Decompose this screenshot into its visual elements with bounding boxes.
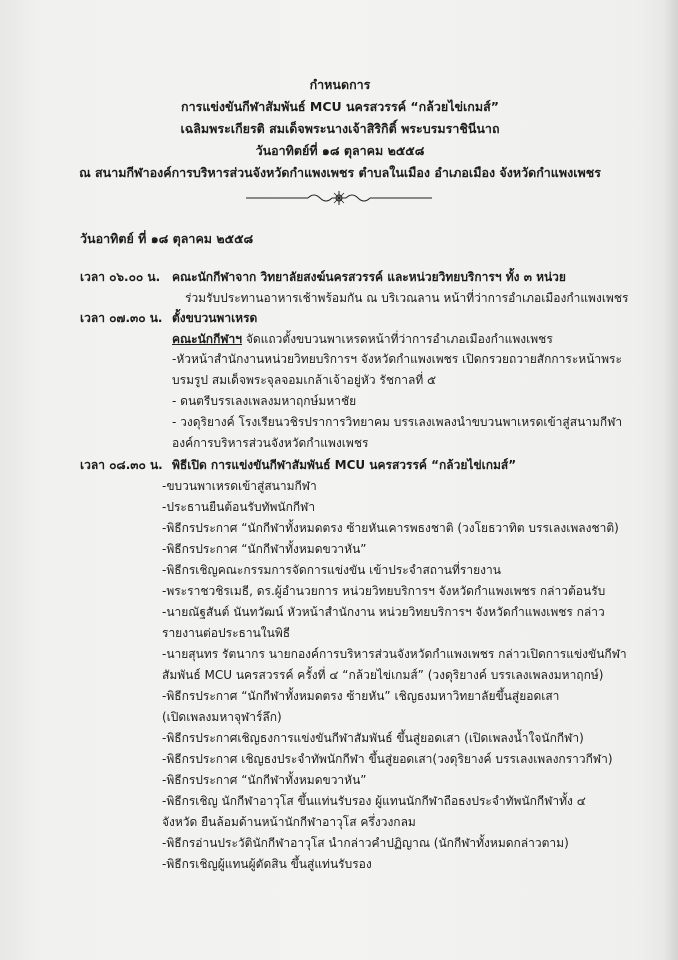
list-item: -พิธีกรประกาศ “นักกีฬาทั้งหมดตรง ซ้ายหันเคารพธงชาติ (วงโยธวาทิต บรรเลงเพลงชาติ) (162, 521, 619, 535)
document-header (40, 74, 640, 184)
list-item: - วงดุริยางค์ โรงเรียนวชิรปราการวิทยาคม บรรเลงเพลงนำขบวนพาเหรดเข้าสู่สนามกีฬา (172, 415, 623, 429)
list-item: -พิธีกรประกาศ เชิญธงประจำทัพนักกีฬา ขึ้นสู่ยอดเสา(วงดุริยางค์ บรรเลงเพลงกราวกีฬา) (162, 752, 613, 766)
item-0730-title: ตั้งขบวนพาเหรด (172, 311, 258, 325)
list-item: -พิธีกรประกาศ “นักกีฬาทั้งหมดขวาหัน” (162, 542, 367, 556)
list-item: -หัวหน้าสำนักงานหน่วยวิทยบริการฯ จังหวัดกำแพงเพชร เปิดกรวยถวายสักการะหน้าพระ (172, 352, 622, 366)
athletes-label: คณะนักกีฬาฯ (172, 332, 243, 346)
header-date: วันอาทิตย์ที่ ๑๘ ตุลาคม ๒๕๕๘ (255, 143, 425, 158)
list-item: องค์การบริหารส่วนจังหวัดกำแพงเพชร (172, 436, 369, 450)
date-heading: วันอาทิตย์ ที่ ๑๘ ตุลาคม ๒๕๕๘ (80, 231, 254, 246)
list-item: -ขบวนพาเหรดเข้าสู่สนามกีฬา (162, 479, 317, 493)
time-0730: เวลา ๐๗.๓๐ น. (80, 311, 163, 325)
list-item: -พิธีกรเชิญ นักกีฬาอาวุโส ขึ้นแท่นรับรอง ผู้แทนนักกีฬาถือธงประจำทัพนักกีฬาทั้ง ๔ (162, 794, 586, 808)
item-0600-detail: ร่วมรับประทานอาหารเช้าพร้อมกัน ณ บริเวณลาน หน้าที่ว่าการอำเภอเมืองกำแพงเพชร (185, 291, 629, 305)
header-venue: ณ สนามกีฬาองค์การบริหารส่วนจังหวัดกำแพงเพชร ตำบลในเมือง อำเภอเมือง จังหวัดกำแพงเพชร (79, 165, 601, 180)
item-0730-intro (172, 331, 553, 347)
item-0600-title: คณะนักกีฬาจาก วิทยาลัยสงฆ์นครสวรรค์ และหน่วยวิทยบริการฯ ทั้ง ๓ หน่วย (172, 270, 566, 284)
time-0830: เวลา ๐๘.๓๐ น. (80, 458, 163, 472)
header-dedication: เฉลิมพระเกียรติ สมเด็จพระนางเจ้าสิริกิติ์ พระบรมราชินีนาถ (180, 121, 500, 136)
item-0830-title: พิธีเปิด การแข่งขันกีฬาสัมพันธ์ MCU นครสวรรค์ “กล้วยไข่เกมส์” (172, 458, 517, 472)
header-event-name: การแข่งขันกีฬาสัมพันธ์ MCU นครสวรรค์ “กล้วยไข่เกมส์” (181, 99, 499, 114)
list-item: จังหวัด ยืนล้อมด้านหน้านักกีฬาอาวุโส ครึ่งวงกลม (162, 815, 416, 829)
list-item: -พิธีกรประกาศ “นักกีฬาทั้งหมดตรง ซ้ายหัน” เชิญธงมหาวิทยาลัยขึ้นสู่ยอดเสา (162, 689, 560, 703)
list-item: -พระราชวชิรเมธี, ดร.ผู้อำนวยการ หน่วยวิทยบริการฯ จังหวัดกำแพงเพชร กล่าวต้อนรับ (162, 584, 606, 598)
list-item: -ประธานยืนต้อนรับทัพนักกีฬา (162, 500, 316, 514)
item-0730-intro-text: จัดแถวตั้งขบวนพาเหรดหน้าที่ว่าการอำเภอเมืองกำแพงเพชร (242, 332, 553, 346)
list-item: (เปิดเพลงมหาจุฬาร์ลึก) (162, 710, 282, 724)
list-item: -นายณัฐสันต์ นันทวัฒน์ หัวหน้าสำนักงาน หน่วยวิทยบริการฯ จังหวัดกำแพงเพชร กล่าว (162, 605, 605, 619)
list-item: บรมรูป สมเด็จพระจุลจอมเกล้าเจ้าอยู่หัว รัชกาลที่ ๕ (172, 373, 437, 387)
list-item: -พิธีกรอ่านประวัตินักกีฬาอาวุโส นำกล่าวคำปฏิญาณ (นักกีฬาทั้งหมดกล่าวตาม) (162, 836, 569, 850)
list-item: -พิธีกรเชิญคณะกรรมการจัดการแข่งขัน เข้าประจำสถานที่รายงาน (162, 563, 501, 577)
list-item: สัมพันธ์ MCU นครสวรรค์ ครั้งที่ ๔ “กล้วยไข่เกมส์” (วงดุริยางค์ บรรเลงเพลงมหาฤกษ์) (162, 668, 604, 682)
time-0600: เวลา ๐๖.๐๐ น. (80, 270, 161, 284)
decorative-divider-icon (244, 190, 434, 206)
list-item: -พิธีกรประกาศ “นักกีฬาทั้งหมดขวาหัน” (162, 773, 367, 787)
header-title: กำหนดการ (309, 77, 371, 92)
list-item: -พิธีกรประกาศเชิญธงการแข่งขันกีฬาสัมพันธ์ ขึ้นสู่ยอดเสา (เปิดเพลงน้ำใจนักกีฬา) (162, 731, 584, 745)
list-item: - ดนตรีบรรเลงเพลงมหาฤกษ์มหาชัย (172, 394, 357, 408)
list-item: รายงานต่อประธานในพิธี (162, 626, 291, 640)
list-item: -นายสุนทร รัตนากร นายกองค์การบริหารส่วนจังหวัดกำแพงเพชร กล่าวเปิดการแข่งขันกีฬา (162, 647, 627, 661)
list-item: -พิธีกรเชิญผู้แทนผู้ตัดสิน ขึ้นสู่แท่นรับรอง (162, 857, 372, 871)
